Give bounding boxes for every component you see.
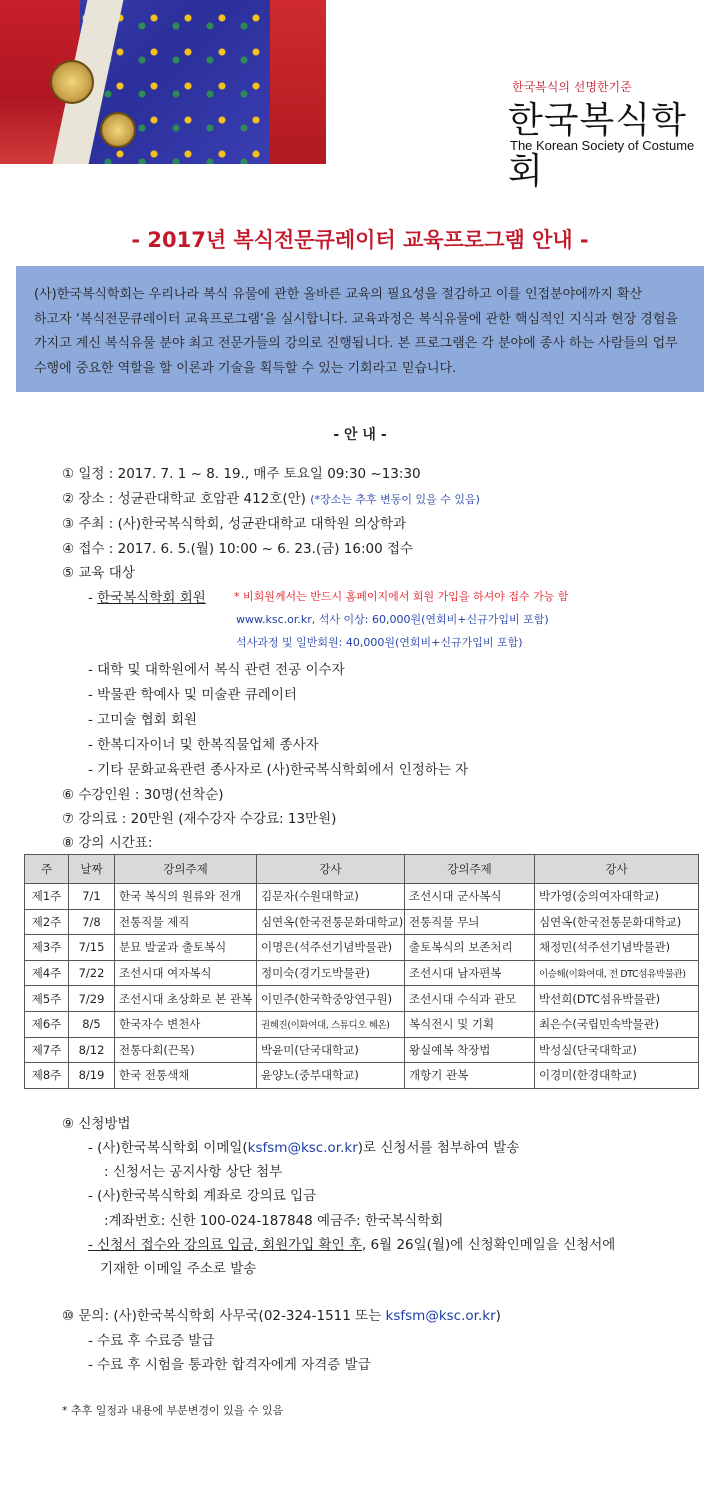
contact-email-link[interactable]: ksfsm@ksc.or.kr [385, 1308, 496, 1324]
cell-topic: 한국자수 변천사 [115, 1011, 257, 1037]
cell-lecturer: 권혜진(이화여대, 스튜디오 혜온) [257, 1011, 405, 1037]
logo-english: The Korean Society of Costume [510, 138, 695, 153]
schedule-line: ① 일정 : 2017. 7. 1 ~ 8. 19., 매주 토요일 09:30 ~13:30 [62, 466, 421, 482]
registration-line: ④ 접수 : 2017. 6. 5.(월) 10:00 ~ 6. 23.(금) 16:00 접수 [62, 541, 414, 557]
header-date: 날짜 [69, 855, 115, 884]
cell-lecturer: 최은수(국립민속박물관) [535, 1011, 699, 1037]
cell-topic: 조선시대 군사복식 [405, 884, 535, 910]
host-line: ③ 주최 : (사)한국복식학회, 성균관대학교 대학원 의상학과 [62, 516, 407, 532]
table-header-row [25, 855, 699, 884]
footnote: * 추후 일정과 내용에 부분변경이 있을 수 있음 [62, 1404, 284, 1417]
contact-item: - 수료 후 수료증 발급 [88, 1333, 215, 1349]
target-label: ⑤ 교육 대상 [62, 565, 135, 581]
cell-lecturer: 이승해(이화여대, 전 DTC섬유박물관) [535, 960, 699, 986]
member-note-3: 석사과정 및 일반회원: 40,000원(연회비+신규가입비 포함) [236, 636, 523, 649]
guide-title: - 안 내 - [333, 427, 387, 443]
cell-date: 8/12 [69, 1037, 115, 1063]
hero-red-robe [270, 0, 326, 164]
cell-lecturer: 심연옥(한국전통문화대학교) [257, 909, 405, 935]
intro-line: 수행에 중요한 역할을 할 이론과 기술을 획득할 수 있는 기회라고 믿습니다. [34, 360, 457, 376]
intro-box [16, 266, 704, 392]
cell-lecturer: 박윤미(단국대학교) [257, 1037, 405, 1063]
cell-topic: 왕실예복 착장법 [405, 1037, 535, 1063]
cell-date: 7/1 [69, 884, 115, 910]
apply-label: ⑨ 신청방법 [62, 1116, 131, 1132]
cell-topic: 조선시대 초상화로 본 관복 [115, 986, 257, 1012]
apply-account-number: :계좌번호: 신한 100-024-187848 예금주: 한국복식학회 [104, 1213, 444, 1229]
cell-date: 7/22 [69, 960, 115, 986]
contact-prefix: ⑩ 문의: (사)한국복식학회 사무국(02-324-1511 또는 [62, 1308, 386, 1324]
target-item: - 대학 및 대학원에서 복식 관련 전공 이수자 [88, 662, 345, 678]
cell-date: 7/8 [69, 909, 115, 935]
header-week: 주 [25, 855, 69, 884]
cell-topic: 조선시대 여자복식 [115, 960, 257, 986]
cell-topic: 복식전시 및 기획 [405, 1011, 535, 1037]
apply-email-link[interactable]: ksfsm@ksc.or.kr [247, 1140, 358, 1156]
cell-topic: 전통다회(끈목) [115, 1037, 257, 1063]
cell-topic: 출토복식의 보존처리 [405, 935, 535, 961]
cell-date: 8/19 [69, 1063, 115, 1089]
timetable-label: ⑧ 강의 시간표: [62, 835, 153, 851]
intro-line: 가지고 계신 복식유물 분야 최고 전문가들의 강의로 진행됩니다. 본 프로그램은 각 분야에 종사 하는 사람들의 업무 [34, 336, 678, 351]
cell-week: 제2주 [25, 909, 69, 935]
cell-week: 제4주 [25, 960, 69, 986]
cell-date: 8/5 [69, 1011, 115, 1037]
table-row [25, 960, 699, 986]
header-topic-1: 강의주제 [115, 855, 257, 884]
target-item: - 한복디자이너 및 한복직물업체 종사자 [88, 737, 319, 753]
cell-week: 제5주 [25, 986, 69, 1012]
hero-ornament [50, 60, 94, 104]
target-item: - 고미술 협회 회원 [88, 712, 198, 728]
hero-ornament [100, 112, 136, 148]
cell-week: 제1주 [25, 884, 69, 910]
cell-lecturer: 박가영(숭의여자대학교) [535, 884, 699, 910]
header-topic-2: 강의주제 [405, 855, 535, 884]
cell-lecturer: 채정민(석주선기념박물관) [535, 935, 699, 961]
table-row [25, 1037, 699, 1063]
cell-lecturer: 박선희(DTC섬유박물관) [535, 986, 699, 1012]
cell-topic: 전통직물 제직 [115, 909, 257, 935]
capacity-line: ⑥ 수강인원 : 30명(선착순) [62, 787, 224, 803]
intro-line: (사)한국복식학회는 우리나라 복식 유물에 관한 올바른 교육의 필요성을 절감하고 이를 인접분야에까지 확산 [34, 287, 643, 302]
cell-date: 7/15 [69, 935, 115, 961]
member-prefix: - [88, 590, 98, 606]
cell-lecturer: 김문자(수원대학교) [257, 884, 405, 910]
apply-confirm-line-2: 기재한 이메일 주소로 발송 [100, 1261, 257, 1277]
cell-lecturer: 이민주(한국학중앙연구원) [257, 986, 405, 1012]
cell-topic: 한국 복식의 원류와 전개 [115, 884, 257, 910]
cell-topic: 개항기 관복 [405, 1063, 535, 1089]
cell-topic: 전통직물 무늬 [405, 909, 535, 935]
cell-lecturer: 이명은(석주선기념박물관) [257, 935, 405, 961]
header-lecturer-1: 강사 [257, 855, 405, 884]
table-row [25, 935, 699, 961]
logo-tagline: 한국복식의 선명한기준 [512, 80, 632, 94]
table-row [25, 909, 699, 935]
table-row [25, 986, 699, 1012]
apply-confirm-underlined: - 신청서 접수와 강의료 입금, 회원가입 확인 후 [88, 1237, 362, 1253]
header-lecturer-2: 강사 [535, 855, 699, 884]
cell-week: 제8주 [25, 1063, 69, 1089]
contact-line [62, 1304, 501, 1324]
table-row [25, 884, 699, 910]
apply-email-line [88, 1136, 519, 1156]
logo-name: 한국복식학회 [508, 100, 687, 192]
cell-lecturer: 박성실(단국대학교) [535, 1037, 699, 1063]
apply-email-prefix: - (사)한국복식학회 이메일( [88, 1140, 248, 1156]
cell-lecturer: 정미숙(경기도박물관) [257, 960, 405, 986]
cell-week: 제7주 [25, 1037, 69, 1063]
venue-text: ② 장소 : 성균관대학교 호암관 412호(안) [62, 491, 306, 507]
apply-email-suffix: )로 신청서를 첨부하여 발송 [357, 1140, 520, 1156]
member-line [88, 586, 206, 606]
contact-item: - 수료 후 시험을 통과한 합격자에게 자격증 발급 [88, 1357, 371, 1373]
cell-lecturer: 이경미(한경대학교) [535, 1063, 699, 1089]
cell-topic: 한국 전통색채 [115, 1063, 257, 1089]
cell-date: 7/29 [69, 986, 115, 1012]
apply-form-note: : 신청서는 공지사항 상단 첨부 [104, 1164, 283, 1180]
apply-confirm-line [88, 1233, 615, 1253]
venue-line [62, 487, 480, 507]
target-item: - 기타 문화교육관련 종사자로 (사)한국복식학회에서 인정하는 자 [88, 762, 469, 778]
contact-suffix: ) [495, 1308, 501, 1324]
cell-week: 제3주 [25, 935, 69, 961]
venue-note: (*장소는 추후 변동이 있을 수 있음) [310, 493, 480, 506]
intro-line: 하고자 ‘복식전문큐레이터 교육프로그램’을 실시합니다. 교육과정은 복식유물에 관한 핵심적인 지식과 현장 경험을 [34, 311, 678, 327]
table-row [25, 1011, 699, 1037]
cell-topic: 조선시대 남자편복 [405, 960, 535, 986]
target-item: - 박물관 학예사 및 미술관 큐레이터 [88, 687, 297, 703]
table-row [25, 1063, 699, 1089]
apply-confirm-rest: , 6월 26일(월)에 신청확인메일을 신청서에 [361, 1237, 616, 1253]
cell-week: 제6주 [25, 1011, 69, 1037]
cell-topic: 분묘 발굴과 출토복식 [115, 935, 257, 961]
fee-line: ⑦ 강의료 : 20만원 (재수강자 수강료: 13만원) [62, 811, 337, 827]
cell-topic: 조선시대 수식과 관모 [405, 986, 535, 1012]
hero-costume-image [0, 0, 326, 164]
schedule-table [24, 854, 699, 1089]
page-title: - 2017년 복식전문큐레이터 교육프로그램 안내 - [131, 228, 589, 252]
cell-lecturer: 윤양노(중부대학교) [257, 1063, 405, 1089]
cell-lecturer: 심연옥(한국전통문화대학교) [535, 909, 699, 935]
member-note-1: * 비회원께서는 반드시 홈페이지에서 회원 가입을 하셔야 접수 가능 함 [234, 590, 569, 603]
apply-account-line: - (사)한국복식학회 계좌로 강의료 입금 [88, 1188, 317, 1204]
member-label: 한국복식학회 회원 [97, 590, 206, 606]
member-note-2: www.ksc.or.kr, 석사 이상: 60,000원(연회비+신규가입비 포함) [236, 613, 549, 626]
